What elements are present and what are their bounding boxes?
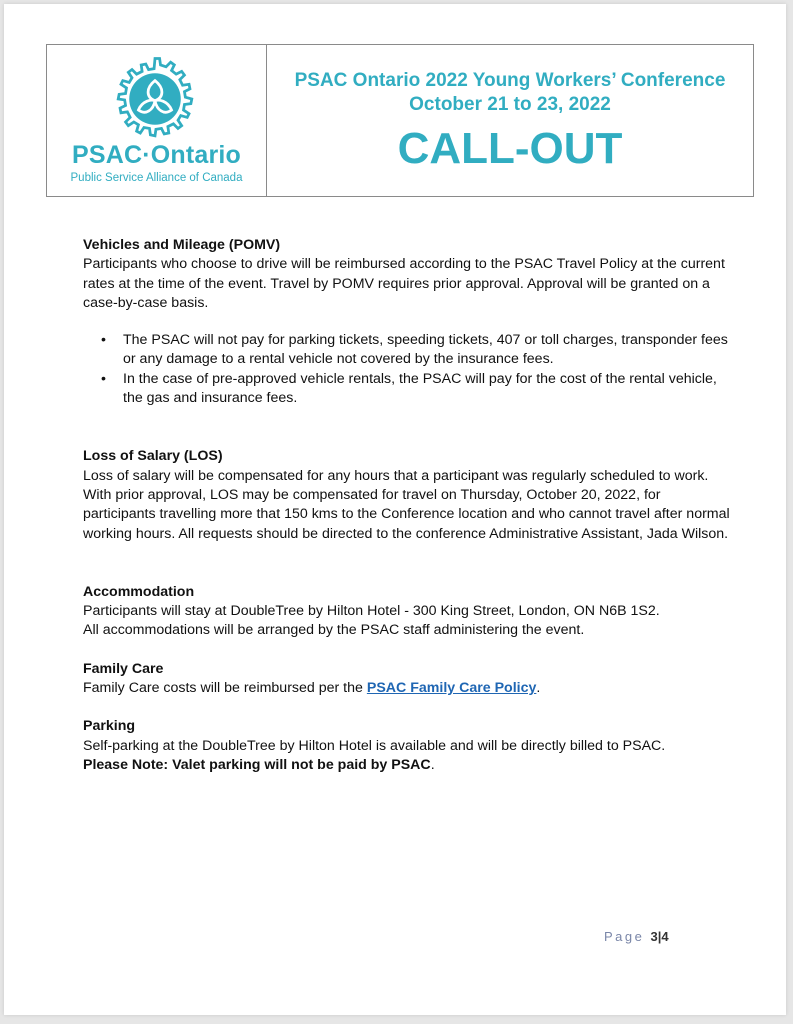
section-body: Self-parking at the DoubleTree by Hilton Hotel is available and will be directly billed to PSAC. [83, 737, 666, 754]
list-item-text: The PSAC will not pay for parking tickets, speeding tickets, 407 or toll charges, transponder fees or any damage to a rental vehicle not covered by the insurance fees. [123, 332, 728, 368]
page-label: Page [604, 929, 645, 944]
list-item [101, 370, 733, 409]
gear-trillium-icon [109, 53, 201, 145]
section-body-line: Participants will stay at DoubleTree by Hilton Hotel - 300 King Street, London, ON N6B 1S2. [83, 603, 660, 620]
current-page: 3 [650, 929, 658, 944]
conference-dates: October 21 to 23, 2022 [409, 94, 611, 115]
parking-note [83, 756, 733, 775]
note-suffix: . [430, 756, 435, 773]
list-item [101, 331, 733, 370]
section-body: Participants who choose to drive will be reimbursed according to the PSAC Travel Policy at the current rates at the time of the event. Travel by POMV requires prior approval. Approval will be granted on a case-by-case basis. [83, 256, 725, 311]
note-bold: Please Note: Valet parking will not be paid by PSAC [83, 756, 431, 773]
conference-title: PSAC Ontario 2022 Young Workers’ Conference [294, 70, 726, 91]
title-cell [267, 45, 753, 196]
section-accommodation [83, 583, 733, 641]
section-vehicles [83, 236, 733, 408]
page-number-footer [604, 929, 669, 944]
bullet-icon: • [101, 332, 106, 349]
section-heading: Accommodation [83, 583, 195, 600]
section-body [83, 679, 733, 698]
header-table [46, 44, 754, 197]
section-loss-of-salary [83, 447, 733, 543]
section-heading: Parking [83, 718, 136, 735]
callout-heading: CALL-OUT [397, 124, 623, 173]
section-body: Loss of salary will be compensated for any hours that a participant was regularly scheduled to work. With prior approval, LOS may be compensated for travel on Thursday, October 20, 2022, for participants travelling more that 150 kms to the Conference location and who cannot travel after normal working hours. All requests should be directed to the conference Administrative Assistant, Jada Wilson. [83, 467, 730, 542]
section-parking [83, 717, 733, 775]
section-heading: Vehicles and Mileage (POMV) [83, 237, 281, 253]
logo-subtitle: Public Service Alliance of Canada [70, 172, 243, 184]
document-body [83, 236, 733, 775]
logo-cell [47, 45, 267, 196]
section-body-line: All accommodations will be arranged by the PSAC staff administering the event. [83, 622, 585, 639]
body-suffix: . [536, 680, 541, 697]
list-item-text: In the case of pre-approved vehicle rentals, the PSAC will pay for the cost of the rental vehicle, the gas and insurance fees. [123, 370, 717, 407]
body-prefix: Family Care costs will be reimbursed per the [83, 680, 367, 697]
section-heading: Loss of Salary (LOS) [83, 448, 223, 465]
bullet-list [83, 331, 733, 408]
section-family-care [83, 660, 733, 699]
family-care-policy-link[interactable]: PSAC Family Care Policy [366, 680, 537, 697]
page-separator: | [657, 929, 662, 944]
section-heading: Family Care [83, 660, 164, 677]
bullet-icon: • [101, 370, 106, 387]
document-page [4, 4, 786, 1015]
logo-wordmark: PSAC·Ontario [71, 141, 242, 169]
total-pages: 4 [661, 929, 669, 944]
